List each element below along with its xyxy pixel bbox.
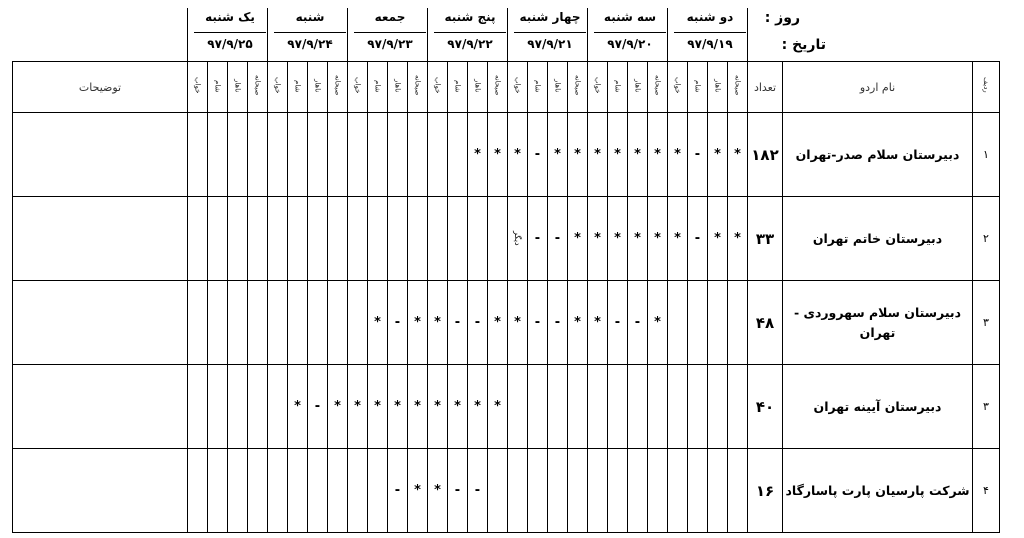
day-separator <box>507 8 508 61</box>
meal-cell <box>328 281 348 365</box>
meal-cell <box>708 365 728 449</box>
day-name: چهار شنبه <box>519 10 581 24</box>
meal-label: صبحانه <box>493 74 502 96</box>
meal-header <box>488 62 508 113</box>
day-date: ۹۷/۹/۲۰ <box>607 37 653 51</box>
meal-cell <box>208 281 228 365</box>
meal-header <box>728 62 748 113</box>
meal-cell: * <box>428 281 448 365</box>
meal-cell: - <box>388 449 408 533</box>
day-separator <box>187 8 188 61</box>
day-separator <box>427 8 428 61</box>
schedule-table <box>12 61 1000 533</box>
meal-cell: * <box>668 113 688 197</box>
day-date: ۹۷/۹/۱۹ <box>687 37 733 51</box>
meal-cell <box>248 113 268 197</box>
meal-cell <box>188 113 208 197</box>
meal-cell <box>368 197 388 281</box>
meal-cell <box>188 365 208 449</box>
meal-cell <box>388 113 408 197</box>
meal-cell <box>208 449 228 533</box>
day-name: سه شنبه <box>603 10 657 24</box>
meal-cell: * <box>428 449 448 533</box>
meal-cell <box>188 197 208 281</box>
meal-cell <box>588 365 608 449</box>
meal-cell: * <box>468 113 488 197</box>
camp-name-cell: دبیرستان خاتم تهران <box>783 197 973 281</box>
row-number: ۴ <box>973 449 1000 533</box>
meal-cell: - <box>548 281 568 365</box>
meal-cell: * <box>548 113 568 197</box>
meal-cell <box>428 197 448 281</box>
table-row <box>13 365 1000 449</box>
meal-cell <box>408 197 428 281</box>
meal-label: صبحانه <box>653 74 662 96</box>
day-date: ۹۷/۹/۲۲ <box>447 37 493 51</box>
day-date: ۹۷/۹/۲۴ <box>287 37 333 51</box>
day-underline <box>434 32 506 33</box>
meal-header <box>428 62 448 113</box>
meal-cell: * <box>568 113 588 197</box>
meal-cell: * <box>728 197 748 281</box>
meal-label: صبحانه <box>573 74 582 96</box>
meal-header <box>208 62 228 113</box>
day-underline <box>194 32 266 33</box>
meal-cell <box>348 281 368 365</box>
day-name: یک شنبه <box>205 10 255 24</box>
meal-cell <box>328 449 348 533</box>
meal-cell <box>268 113 288 197</box>
table-row <box>13 197 1000 281</box>
meal-cell: * <box>348 365 368 449</box>
meal-label: ناهار <box>553 79 562 93</box>
meal-header <box>288 62 308 113</box>
meal-cell <box>228 281 248 365</box>
meal-cell <box>348 197 368 281</box>
meal-cell <box>468 197 488 281</box>
meal-cell: - <box>388 281 408 365</box>
day-name: شنبه <box>295 10 325 24</box>
meal-cell: * <box>368 365 388 449</box>
meal-header <box>248 62 268 113</box>
meal-cell <box>388 197 408 281</box>
meal-cell <box>668 365 688 449</box>
day-separator <box>267 8 268 61</box>
meal-cell: دیگر <box>508 197 528 281</box>
meal-cell: - <box>688 113 708 197</box>
row-no-label: ردیف <box>982 77 990 93</box>
day-name: پنج شنبه <box>444 10 496 24</box>
meal-cell <box>208 365 228 449</box>
meal-label: شام <box>453 80 462 93</box>
meal-cell: - <box>448 281 468 365</box>
meal-cell: - <box>608 281 628 365</box>
meal-label: ناهار <box>313 79 322 93</box>
meal-cell: * <box>328 365 348 449</box>
camp-name-cell: دبیرستان سلام سهروردی - تهران <box>783 281 973 365</box>
meal-cell <box>688 281 708 365</box>
meal-cell: * <box>288 365 308 449</box>
meal-label: شام <box>613 80 622 93</box>
meal-header <box>608 62 628 113</box>
meal-cell <box>268 449 288 533</box>
notes-cell <box>13 365 188 449</box>
meal-label: خواب <box>273 76 282 94</box>
meal-cell <box>308 197 328 281</box>
meal-cell: - <box>528 197 548 281</box>
meal-cell <box>728 365 748 449</box>
meal-label: شام <box>293 80 302 93</box>
meal-cell <box>308 113 328 197</box>
meal-header <box>268 62 288 113</box>
table-row <box>13 113 1000 197</box>
meal-cell: * <box>588 197 608 281</box>
meal-cell: - <box>688 197 708 281</box>
meal-cell <box>588 449 608 533</box>
row-number: ۲ <box>973 197 1000 281</box>
table-row <box>13 281 1000 365</box>
meal-header <box>328 62 348 113</box>
meal-cell: * <box>368 281 388 365</box>
meal-cell: * <box>408 365 428 449</box>
meal-cell: * <box>408 449 428 533</box>
meal-cell <box>288 281 308 365</box>
meal-cell <box>548 449 568 533</box>
meal-cell: * <box>568 281 588 365</box>
meal-header <box>448 62 468 113</box>
camp-name-cell: دبیرستان آیینه تهران <box>783 365 973 449</box>
meal-header <box>348 62 368 113</box>
meal-cell: * <box>468 365 488 449</box>
meal-cell <box>228 113 248 197</box>
meal-cell <box>228 365 248 449</box>
day-underline <box>274 32 346 33</box>
meal-cell <box>508 365 528 449</box>
meal-cell <box>248 197 268 281</box>
meal-header <box>668 62 688 113</box>
meal-label: خواب <box>513 76 522 94</box>
meal-cell: - <box>548 197 568 281</box>
meal-header <box>568 62 588 113</box>
day-underline <box>514 32 586 33</box>
meal-cell <box>248 449 268 533</box>
meal-label: ناهار <box>713 79 722 93</box>
meal-cell: * <box>488 365 508 449</box>
meal-label: ناهار <box>233 79 242 93</box>
day-separator <box>747 8 748 61</box>
meal-cell <box>308 281 328 365</box>
meal-header <box>228 62 248 113</box>
header-row <box>13 62 1000 113</box>
meal-cell: * <box>648 113 668 197</box>
meal-cell <box>508 449 528 533</box>
meal-cell <box>488 449 508 533</box>
meal-label: خواب <box>593 76 602 94</box>
notes-cell <box>13 281 188 365</box>
meal-cell <box>248 281 268 365</box>
meal-cell: - <box>308 365 328 449</box>
meal-label: خواب <box>433 76 442 94</box>
meal-cell <box>328 113 348 197</box>
meal-cell: - <box>448 449 468 533</box>
meal-header <box>408 62 428 113</box>
meal-cell <box>608 449 628 533</box>
meal-cell: * <box>508 113 528 197</box>
row-number: ۳ <box>973 281 1000 365</box>
count-cell: ۱۸۲ <box>748 113 783 197</box>
meal-header <box>368 62 388 113</box>
meal-cell: * <box>608 197 628 281</box>
meal-header <box>468 62 488 113</box>
meal-header <box>588 62 608 113</box>
meal-cell <box>628 365 648 449</box>
meal-cell <box>688 365 708 449</box>
meal-cell <box>248 365 268 449</box>
meal-cell <box>568 365 588 449</box>
meal-label: ناهار <box>633 79 642 93</box>
day-underline <box>674 32 746 33</box>
meal-cell <box>488 197 508 281</box>
row-number: ۱ <box>973 113 1000 197</box>
day-underline <box>354 32 426 33</box>
day-label: روز : <box>764 10 800 26</box>
meal-label: صبحانه <box>253 74 262 96</box>
day-separator <box>347 8 348 61</box>
meal-cell: * <box>648 281 668 365</box>
day-name: جمعه <box>374 10 406 24</box>
meal-cell: * <box>588 281 608 365</box>
meal-label: شام <box>693 80 702 93</box>
meal-cell <box>368 449 388 533</box>
notes-header: توضیحات <box>13 62 188 113</box>
meal-cell <box>708 281 728 365</box>
camp-name-cell: دبیرستان سلام صدر-تهران <box>783 113 973 197</box>
meal-label: شام <box>533 80 542 93</box>
day-date: ۹۷/۹/۲۱ <box>527 37 573 51</box>
meal-cell <box>288 449 308 533</box>
count-cell: ۱۶ <box>748 449 783 533</box>
meal-cell: * <box>708 197 728 281</box>
meal-header <box>628 62 648 113</box>
meal-cell <box>708 449 728 533</box>
meal-cell <box>728 449 748 533</box>
meal-label: شام <box>373 80 382 93</box>
day-date: ۹۷/۹/۲۳ <box>367 37 413 51</box>
meal-header <box>648 62 668 113</box>
count-cell: ۴۸ <box>748 281 783 365</box>
meal-cell <box>208 197 228 281</box>
meal-cell: * <box>408 281 428 365</box>
meal-cell <box>228 449 248 533</box>
meal-cell: * <box>388 365 408 449</box>
meal-label: صبحانه <box>733 74 742 96</box>
meal-cell <box>608 365 628 449</box>
meal-cell: * <box>648 197 668 281</box>
meal-cell: * <box>628 113 648 197</box>
camp-name-cell: شرکت پارسیان پارت پاسارگاد <box>783 449 973 533</box>
meal-cell <box>308 449 328 533</box>
meal-cell: - <box>528 281 548 365</box>
meal-cell: * <box>668 197 688 281</box>
day-underline <box>594 32 666 33</box>
meal-cell <box>448 197 468 281</box>
day-separator <box>587 8 588 61</box>
row-number: ۳ <box>973 365 1000 449</box>
meal-cell <box>188 449 208 533</box>
meal-cell <box>288 197 308 281</box>
meal-label: صبحانه <box>413 74 422 96</box>
meal-cell: * <box>588 113 608 197</box>
meal-cell <box>648 365 668 449</box>
meal-cell <box>528 365 548 449</box>
notes-cell <box>13 197 188 281</box>
meal-label: خواب <box>353 76 362 94</box>
meal-cell <box>368 113 388 197</box>
meal-cell <box>208 113 228 197</box>
meal-cell <box>328 197 348 281</box>
meal-cell <box>268 365 288 449</box>
meal-cell <box>648 449 668 533</box>
meal-header <box>708 62 728 113</box>
meal-cell: * <box>488 281 508 365</box>
table-row <box>13 449 1000 533</box>
meal-cell <box>428 113 448 197</box>
count-header: تعداد <box>748 62 783 113</box>
day-name: دو شنبه <box>686 10 734 24</box>
meal-cell: * <box>728 113 748 197</box>
meal-label: صبحانه <box>333 74 342 96</box>
camp-name-header: نام اردو <box>783 62 973 113</box>
meal-cell: * <box>628 197 648 281</box>
row-no-header <box>973 62 1000 113</box>
meal-cell <box>348 113 368 197</box>
meal-label: ناهار <box>473 79 482 93</box>
meal-cell <box>288 113 308 197</box>
meal-cell <box>528 449 548 533</box>
meal-label: شام <box>213 80 222 93</box>
meal-cell: * <box>448 365 468 449</box>
meal-cell <box>668 281 688 365</box>
meal-header <box>688 62 708 113</box>
day-date: ۹۷/۹/۲۵ <box>207 37 253 51</box>
notes-cell <box>13 113 188 197</box>
meal-cell <box>408 113 428 197</box>
meal-cell: * <box>608 113 628 197</box>
meal-header <box>508 62 528 113</box>
meal-cell <box>448 113 468 197</box>
meal-cell: - <box>468 449 488 533</box>
meal-cell: - <box>628 281 648 365</box>
meal-header <box>188 62 208 113</box>
meal-cell: * <box>708 113 728 197</box>
meal-cell: - <box>528 113 548 197</box>
meal-cell <box>348 449 368 533</box>
meal-cell <box>228 197 248 281</box>
meal-cell <box>568 449 588 533</box>
meal-header <box>388 62 408 113</box>
meal-cell: * <box>488 113 508 197</box>
meal-label: ناهار <box>393 79 402 93</box>
meal-header <box>528 62 548 113</box>
meal-header <box>548 62 568 113</box>
meal-cell <box>188 281 208 365</box>
meal-cell: * <box>568 197 588 281</box>
meal-cell <box>668 449 688 533</box>
meal-label: خواب <box>673 76 682 94</box>
meal-cell <box>688 449 708 533</box>
count-cell: ۳۳ <box>748 197 783 281</box>
meal-cell: - <box>468 281 488 365</box>
meal-cell: * <box>508 281 528 365</box>
meal-header <box>308 62 328 113</box>
meal-cell <box>628 449 648 533</box>
day-separator <box>667 8 668 61</box>
count-cell: ۴۰ <box>748 365 783 449</box>
meal-cell <box>728 281 748 365</box>
date-label: تاریخ : <box>781 37 826 53</box>
meal-cell <box>548 365 568 449</box>
meal-cell <box>268 197 288 281</box>
meal-label: خواب <box>193 76 202 94</box>
notes-cell <box>13 449 188 533</box>
meal-cell <box>268 281 288 365</box>
meal-cell: * <box>428 365 448 449</box>
